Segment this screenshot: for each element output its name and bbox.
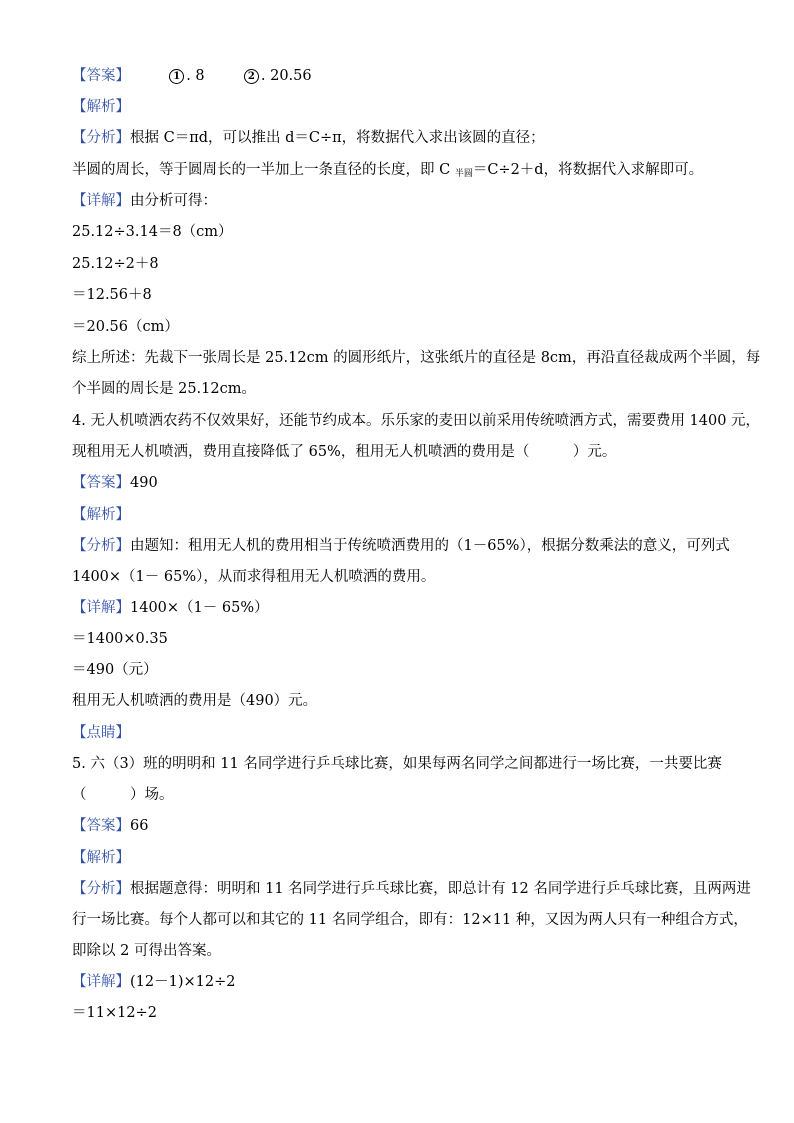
q3-summary-1: 综上所述：先裁下一张周长是 25.12cm 的圆形纸片，这张纸片的直径是 8cm，再沿直径裁成两个半圆，每 (72, 350, 761, 366)
answer-tag: 【答案】 (72, 475, 130, 491)
q5-xiangjie-text: (12－1)×12÷2 (130, 974, 236, 990)
q4-xiangjie-text: 1400×（1－ 65%） (130, 600, 269, 616)
q4-jiexi-heading: 【解析】 (72, 507, 130, 523)
q3-calc-1: 25.12÷3.14＝8（cm） (72, 224, 233, 240)
q5-fenxi-line-1 (72, 879, 751, 899)
q4-answer-line (72, 473, 158, 493)
q4-question-2: 现租用无人机喷洒，费用直接降低了 65%，租用无人机喷洒的费用是（ ）元。 (72, 444, 617, 460)
answer-value-2: . 20.56 (260, 68, 312, 84)
q3-fenxi-text-1: 根据 C＝πd，可以推出 d＝C÷π，将数据代入求出该圆的直径； (130, 130, 545, 146)
q3-calc-3: ＝12.56＋8 (72, 287, 152, 303)
q5-xiangjie-line (72, 972, 235, 992)
circled-number-2: 2 (244, 69, 259, 84)
q3-fenxi-text-2a: 半圆的周长，等于圆周长的一半加上一条直径的长度，即 C (72, 162, 455, 178)
q4-answer-value: 490 (130, 475, 158, 491)
xiangjie-tag: 【详解】 (72, 600, 130, 616)
q3-calc-4: ＝20.56（cm） (72, 319, 179, 335)
q3-xiangjie-text: 由分析可得： (130, 193, 217, 209)
q3-fenxi-line-1 (72, 128, 545, 148)
circled-number-1: 1 (169, 69, 184, 84)
q3-jiexi-heading: 【解析】 (72, 99, 130, 115)
answer-tag: 【答案】 (72, 68, 130, 84)
answer-value-1: . 8 (186, 68, 205, 84)
xiangjie-tag: 【详解】 (72, 974, 130, 990)
q5-calc-2: ＝11×12÷2 (72, 1005, 157, 1021)
q5-answer-line (72, 816, 148, 836)
q5-question-1: 5. 六（3）班的明明和 11 名同学进行乒乓球比赛，如果每两名同学之间都进行一场比赛，一共要比赛 (72, 756, 722, 772)
q5-question-2: （ ）场。 (72, 787, 174, 803)
q3-summary-2: 个半圆的周长是 25.12cm。 (72, 381, 256, 397)
q5-fenxi-line-3: 即除以 2 可得出答案。 (72, 943, 221, 959)
q5-answer-value: 66 (130, 818, 149, 834)
q4-dianjing-heading: 【点睛】 (72, 725, 130, 741)
q4-question-1: 4. 无人机喷洒农药不仅效果好，还能节约成本。乐乐家的麦田以前采用传统喷洒方式，需要费用 1400 元， (72, 413, 761, 429)
fenxi-tag: 【分析】 (72, 881, 130, 897)
q4-xiangjie-line (72, 598, 269, 618)
q3-fenxi-line-2 (72, 160, 703, 184)
q5-jiexi-heading: 【解析】 (72, 850, 130, 866)
xiangjie-tag: 【详解】 (72, 193, 130, 209)
q3-answer-line (72, 66, 312, 86)
q3-fenxi-subscript: 半圆 (454, 169, 473, 179)
q5-fenxi-text-1: 根据题意得：明明和 11 名同学进行乒乓球比赛，即总计有 12 名同学进行乒乓球比赛，且两两进 (130, 881, 751, 897)
q4-fenxi-text-1: 由题知：租用无人机的费用相当于传统喷洒费用的（1－65%），根据分数乘法的意义，可列式 (130, 538, 730, 554)
fenxi-tag: 【分析】 (72, 538, 130, 554)
q4-fenxi-line-2: 1400×（1－ 65%），从而求得租用无人机喷洒的费用。 (72, 569, 436, 585)
q3-xiangjie-line (72, 191, 217, 211)
q4-fenxi-line-1 (72, 536, 730, 556)
q4-conclusion: 租用无人机喷洒的费用是（490）元。 (72, 693, 318, 709)
answer-tag: 【答案】 (72, 818, 130, 834)
q5-fenxi-line-2: 行一场比赛。每个人都可以和其它的 11 名同学组合，即有：12×11 种，又因为两人只有一种组合方式， (72, 912, 748, 928)
q4-calc-3: ＝490（元） (72, 662, 158, 678)
fenxi-tag: 【分析】 (72, 130, 130, 146)
q3-calc-2: 25.12÷2＋8 (72, 256, 159, 272)
q3-fenxi-text-2b: ＝C÷2＋d，将数据代入求解即可。 (472, 162, 704, 178)
q4-calc-2: ＝1400×0.35 (72, 631, 168, 647)
